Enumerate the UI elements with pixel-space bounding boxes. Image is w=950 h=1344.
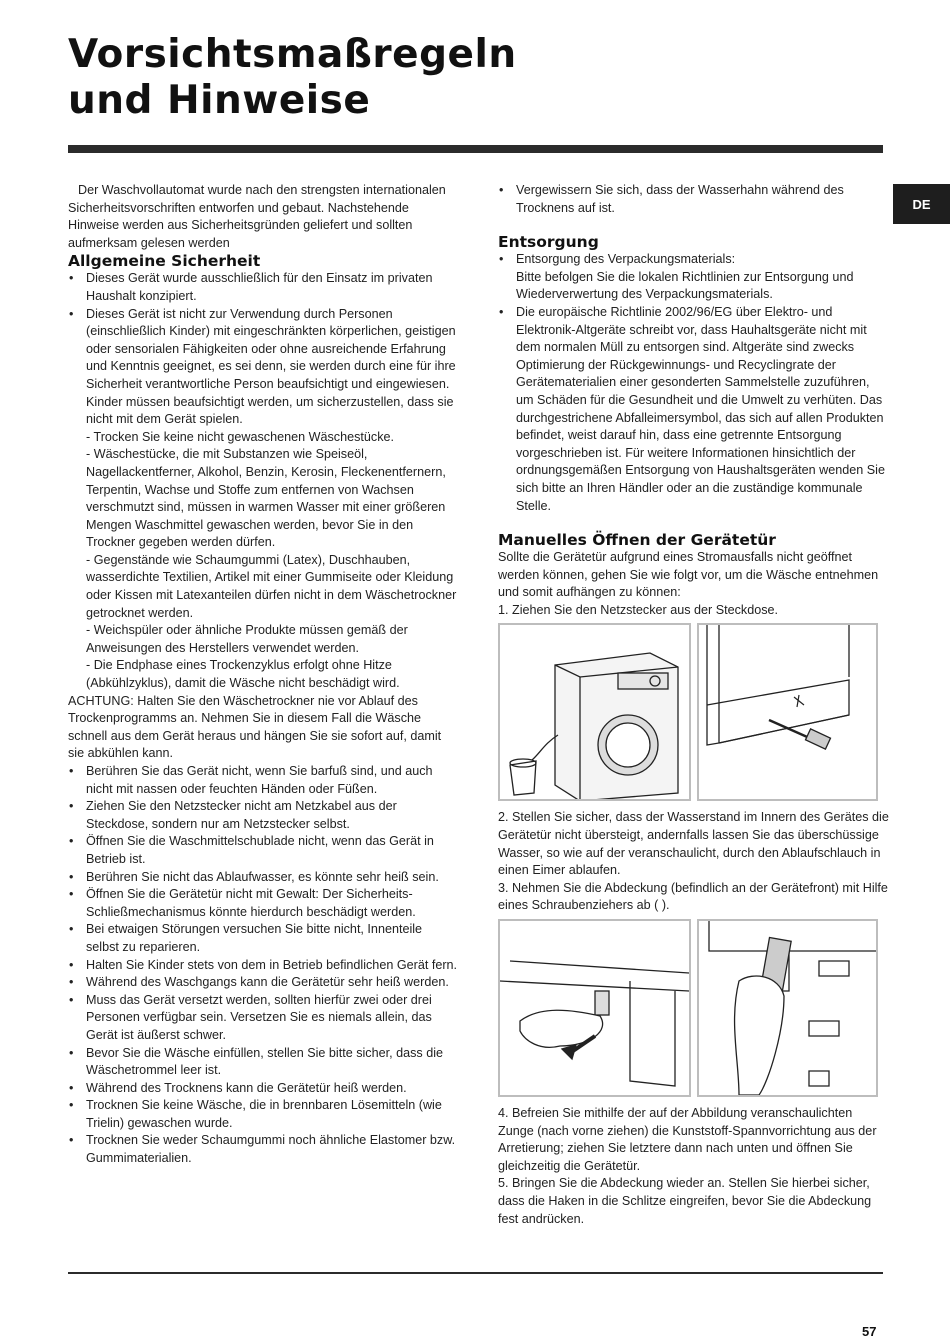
list-item: • Trocknen Sie weder Schaumgummi noch ähnliche Elastomer bzw. Gummimaterialien. — [68, 1132, 458, 1167]
right-column — [498, 182, 890, 1228]
manual-door-heading: Manuelles Öffnen der Gerätetür — [498, 531, 776, 550]
list-item: • Trocknen Sie keine Wäsche, die in brennbaren Lösemitteln (wie Trielin) gewaschen wurde. — [68, 1097, 458, 1132]
screwdriver-cover-illustration — [697, 623, 878, 801]
page-number: 57 — [862, 1324, 877, 1339]
safety-list — [68, 270, 458, 1167]
list-item: • Halten Sie Kinder stets von dem in Betrieb befindlichen Gerät fern. — [68, 957, 458, 975]
step-1: 1. Ziehen Sie den Netzstecker aus der Steckdose. — [498, 602, 779, 617]
list-item: • Dieses Gerät wurde ausschließlich für den Einsatz im privaten Haushalt konzipiert. — [68, 270, 458, 305]
list-item: • Muss das Gerät versetzt werden, sollten hierfür zwei oder drei Personen verfügbar sein. Versetzen Sie es niemals allein, das Gerät ist äußerst schwer. — [68, 992, 458, 1045]
water-note-list — [498, 182, 890, 217]
page-title — [68, 32, 517, 124]
list-item: • Ziehen Sie den Netzstecker nicht am Netzkabel aus der Steckdose, sondern nur am Netzstecker selbst. — [68, 798, 458, 833]
spring-release-illustration — [697, 919, 878, 1097]
sub-item: - Die Endphase eines Trockenzyklus erfolgt ohne Hitze (Abkühlzyklus), damit die Wäsche nicht beschädigt wird. — [86, 658, 400, 691]
sub-item: - Gegenstände wie Schaumgummi (Latex), Duschhauben, wasserdichte Textilien, Artikel mit einer Gummiseite oder Kleidung oder Kissen mit Latexanteilen dürfen nicht in dem Wäschetrockner getrocknet werden. — [86, 552, 457, 620]
step-2: 2. Stellen Sie sicher, dass der Wasserstand im Innern des Gerätes die Gerätetür nicht übersteigt, andernfalls lassen Sie das überschüssige Wasser, so wie auf der veranschaulicht, durch den Ablaufschlauch in einen Eimer ablaufen. — [498, 810, 889, 878]
step-4: 4. Befreien Sie mithilfe der auf der Abbildung veranschaulichten Zunge (nach vorne ziehen) die Kunststoff-Spannvorrichtung aus der Arretierung; ziehen Sie letztere dann nach unten und öffnen Sie gleichzeitig die Gerätetür. — [498, 1106, 877, 1173]
list-item: • Berühren Sie nicht das Ablaufwasser, es könnte sehr heiß sein. — [68, 869, 458, 887]
list-item: • Während des Waschgangs kann die Gerätetür sehr heiß werden. — [68, 974, 458, 992]
warning-text: ACHTUNG: Halten Sie den Wäschetrockner nie vor Ablauf des Trockenprogramms an. Nehmen Sie in diesem Fall die Wäsche schnell aus dem Gerät heraus und hängen Sie sie sofort auf, damit sie abkühlen kann. — [68, 693, 442, 761]
tongue-pull-illustration — [498, 919, 691, 1097]
sub-item: - Weichspüler oder ähnliche Produkte müssen gemäß der Anweisungen des Herstellers verwendet werden. — [86, 623, 408, 655]
safety-heading: Allgemeine Sicherheit — [68, 252, 261, 271]
list-item: • Dieses Gerät ist nicht zur Verwendung durch Personen (einschließlich Kinder) mit eingeschränkten körperlichen, geistigen oder sensorialen Fähigkeiten oder ohne ausreichende Erfahrung und Kenntnis geeignet, es sei denn, sie werden durch eine für ihre Sicherheit verantwortliche Person beaufsichtigt und eingewiesen. Kinder müssen beaufsichtigt werden, um sicherzustellen, dass sie nicht mit dem Gerät spielen. - Trocken Sie keine nicht gewaschenen Wäschestücke. - Wäschestücke, die mit Substanzen wie Speiseöl, Nagellackentferner, Alkohol, Benzin, Kerosin, Fleckenentfernern, Terpentin, Wachse und Stoffe zum entfernen von Wachsen verschmutzt sind, müssen in warmen Wasser mit einer größeren Mengen Waschmittel gewaschen werden, bevor Sie in den Trockner gegeben werden dürfen. - Gegenstände wie Schaumgummi (Latex), Duschhauben, wasserdichte Textilien, Artikel mit einer Gummiseite oder Kleidung oder Kissen mit Latexanteilen dürfen nicht in dem Wäschetrockner getrocknet werden. - Weichspüler oder ähnliche Produkte müssen gemäß der Anweisungen des Herstellers verwendet werden. - Die Endphase eines Trockenzyklus erfolgt ohne Hitze (Abkühlzyklus), damit die Wäsche nicht beschädigt wird. ACHTUNG: Halten Sie den Wäschetrockner nie vor Ablauf des Trockenprogramms an. Nehmen Sie in diesem Fall die Wäsche schnell aus dem Gerät heraus und hängen Sie sie sofort auf, damit sie abkühlen kann. — [68, 306, 458, 763]
list-item: • Während des Trocknens kann die Gerätetür heiß werden. — [68, 1080, 458, 1098]
figure-row-2 — [498, 919, 890, 1097]
list-item: • Die europäische Richtlinie 2002/96/EG über Elektro- und Elektronik-Altgeräte schreibt vor, dass Hauhaltsgeräte nicht mit dem normalen Müll zu entsorgen sind. Altgeräte sind zwecks Optimierung der Rückgewinnungs- und Recyclingrate der Gerätematerialien einer gesonderten Sammelstelle zuzuführen, um Schäden für die Gesundheit und die Umwelt zu verhüten. Das durchgestrichene Abfalleimersymbol, das sich auf allen Produkten befindet, weist darauf hin, dass eine getrennte Entsorgung vorgeschrieben ist. Für weitere Informationen hinsichtlich der ordnungsgemäßen Entsorgung von Haushaltsgeräten wenden Sie sich bitte an Ihren Händler oder an die zuständige kommunale Stelle. — [498, 304, 890, 515]
language-tab: DE — [893, 184, 950, 224]
left-column — [68, 182, 458, 1168]
washer-drain-illustration — [498, 623, 691, 801]
title-rule — [68, 145, 883, 153]
list-item: • Öffnen Sie die Gerätetür nicht mit Gewalt: Der Sicherheits-Schließmechanismus könnte hierdurch beschädigt werden. — [68, 886, 458, 921]
intro-text: Der Waschvollautomat wurde nach den strengsten internationalen Sicherheitsvorschriften entworfen und gebaut. Nachstehende Hinweise werden aus Sicherheitsgründen geliefert und sollten aufmerksam gelesen werden — [68, 183, 446, 250]
list-item: • Berühren Sie das Gerät nicht, wenn Sie barfuß sind, und auch nicht mit nassen oder feuchten Händen oder Füßen. — [68, 763, 458, 798]
disposal-heading: Entsorgung — [498, 233, 599, 252]
page-title-line1: Vorsichtsmaßregeln — [68, 32, 517, 77]
figure-row-1 — [498, 623, 890, 801]
step-3: 3. Nehmen Sie die Abdeckung (befindlich an der Gerätefront) mit Hilfe eines Schraubenziehers ab ( ). — [498, 880, 888, 913]
manual-intro: Sollte die Gerätetür aufgrund eines Stromausfalls nicht geöffnet werden können, gehen Sie wie folgt vor, um die Wäsche entnehmen und somit aufhängen zu können: — [498, 550, 879, 600]
list-item: • Bei etwaigen Störungen versuchen Sie bitte nicht, Innenteile selbst zu reparieren. — [68, 921, 458, 956]
footer-rule — [68, 1272, 883, 1274]
disposal-list — [498, 251, 890, 515]
list-item: • Entsorgung des Verpackungsmaterials: Bitte befolgen Sie die lokalen Richtlinien zur Entsorgung und Wiederverwertung des Verpackungsmaterials. — [498, 251, 890, 304]
list-item: • Bevor Sie die Wäsche einfüllen, stellen Sie bitte sicher, dass die Wäschetrommel leer ist. — [68, 1045, 458, 1080]
sub-item: - Trocken Sie keine nicht gewaschenen Wäschestücke. — [86, 429, 395, 444]
step-5: 5. Bringen Sie die Abdeckung wieder an. Stellen Sie hierbei sicher, dass die Haken in die Schlitze eingreifen, bevor Sie die Abdeckung fest andrücken. — [498, 1176, 872, 1226]
list-item: • Öffnen Sie die Waschmittelschublade nicht, wenn das Gerät in Betrieb ist. — [68, 833, 458, 868]
sub-item: - Wäschestücke, die mit Substanzen wie Speiseöl, Nagellackentferner, Alkohol, Benzin, Kerosin, Fleckenentfernern, Terpentin, Wachse und Stoffe zum entfernen von Wachsen verschmutzt sind, müssen in warmen Wasser mit einer größeren Mengen Waschmittel gewaschen werden, bevor Sie in den Trockner gegeben werden dürfen. — [86, 447, 446, 550]
page-title-line2: und Hinweise — [68, 78, 371, 123]
list-item: • Vergewissern Sie sich, dass der Wasserhahn während des Trocknens auf ist. — [498, 182, 890, 217]
